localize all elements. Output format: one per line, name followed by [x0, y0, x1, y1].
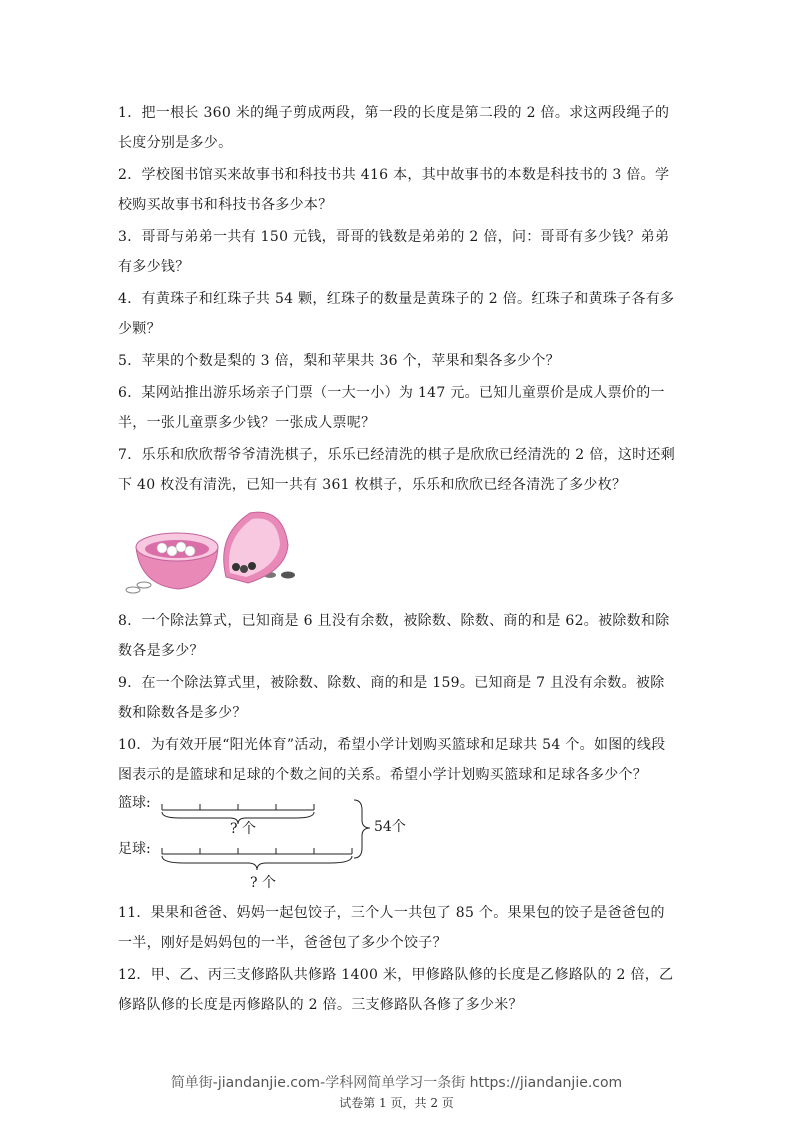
- question-number: 10．: [118, 737, 151, 753]
- total-label: 54个: [374, 819, 406, 835]
- question-text: 哥哥与弟弟一共有 150 元钱，哥哥的钱数是弟弟的 2 倍，问：哥哥有多少钱？弟弟有多少钱？: [118, 229, 670, 275]
- segment-lines: [118, 792, 438, 897]
- question-number: 5．: [118, 353, 142, 369]
- question-number: 12．: [118, 967, 151, 983]
- question-number: 1．: [118, 105, 142, 121]
- question-8: [118, 606, 678, 666]
- question-3: [118, 222, 678, 282]
- question-1: [118, 98, 678, 158]
- question-number: 11．: [118, 905, 151, 921]
- watermark-text: 简单街-jiandanjie.com-学科网简单学习一条街 https://jiandanjie.com: [170, 1075, 623, 1091]
- question-text: 一个除法算式，已知商是 6 且没有余数，被除数、除数、商的和是 62。被除数和除数各是多少？: [118, 613, 670, 659]
- question-number: 7．: [118, 447, 142, 463]
- question-9: [118, 668, 678, 728]
- question-6: [118, 378, 678, 438]
- question-text: 某网站推出游乐场亲子门票（一大一小）为 147 元。已知儿童票价是成人票价的一半，一张儿童票多少钱？一张成人票呢？: [118, 385, 665, 431]
- football-label: 足球:: [118, 841, 151, 857]
- chess-box-icon: [118, 505, 303, 600]
- question-7: [118, 440, 678, 500]
- question-10: [118, 730, 678, 790]
- question-text: 甲、乙、丙三支修路队共修路 1400 米，甲修路队修的长度是乙修路队的 2 倍，乙修路队修的长度是丙修路队的 2 倍。三支修路队各修了多少米？: [118, 967, 674, 1013]
- question-number: 4．: [118, 291, 142, 307]
- question-text: 苹果的个数是梨的 3 倍，梨和苹果共 36 个，苹果和梨各多少个？: [141, 353, 560, 369]
- question-5: [118, 346, 678, 376]
- football-question-mark: ? 个: [250, 875, 276, 891]
- question-12: [118, 960, 678, 1020]
- question-11: [118, 898, 678, 958]
- question-text: 学校图书馆买来故事书和科技书共 416 本，其中故事书的本数是科技书的 3 倍。学校购买故事书和科技书各多少本？: [118, 167, 670, 213]
- question-2: [118, 160, 678, 220]
- question-4: [118, 284, 678, 344]
- question-number: 8．: [118, 613, 142, 629]
- question-text: 有黄珠子和红珠子共 54 颗，红珠子的数量是黄珠子的 2 倍。红珠子和黄珠子各有多少颗？: [118, 291, 675, 337]
- question-number: 6．: [118, 385, 142, 401]
- question-text: 为有效开展“阳光体育”活动，希望小学计划购买篮球和足球共 54 个。如图的线段图表示的是篮球和足球的个数之间的关系。希望小学计划购买篮球和足球各多少个？: [118, 737, 666, 783]
- question-number: 3．: [118, 229, 142, 245]
- line-segment-diagram: [118, 792, 438, 897]
- question-text: 乐乐和欣欣帮爷爷清洗棋子，乐乐已经清洗的棋子是欣欣已经清洗的 2 倍，这时还剩下 40 枚没有清洗，已知一共有 361 枚棋子，乐乐和欣欣已经各清洗了多少枚？: [118, 447, 676, 493]
- question-number: 9．: [118, 675, 142, 691]
- question-text: 果果和爸爸、妈妈一起包饺子，三个人一共包了 85 个。果果包的饺子是爸爸包的一半，刚好是妈妈包的一半，爸爸包了多少个饺子？: [118, 905, 665, 951]
- page-number: 试卷第 1 页，共 2 页: [339, 1096, 454, 1110]
- question-text: 在一个除法算式里，被除数、除数、商的和是 159。已知商是 7 且没有余数。被除数和除数各是多少？: [118, 675, 665, 721]
- basketball-label: 篮球:: [118, 795, 151, 811]
- basketball-question-mark: ? 个: [230, 821, 256, 837]
- chess-box-illustration: [118, 505, 303, 600]
- question-text: 把一根长 360 米的绳子剪成两段，第一段的长度是第二段的 2 倍。求这两段绳子的长度分别是多少。: [118, 105, 670, 151]
- question-number: 2．: [118, 167, 142, 183]
